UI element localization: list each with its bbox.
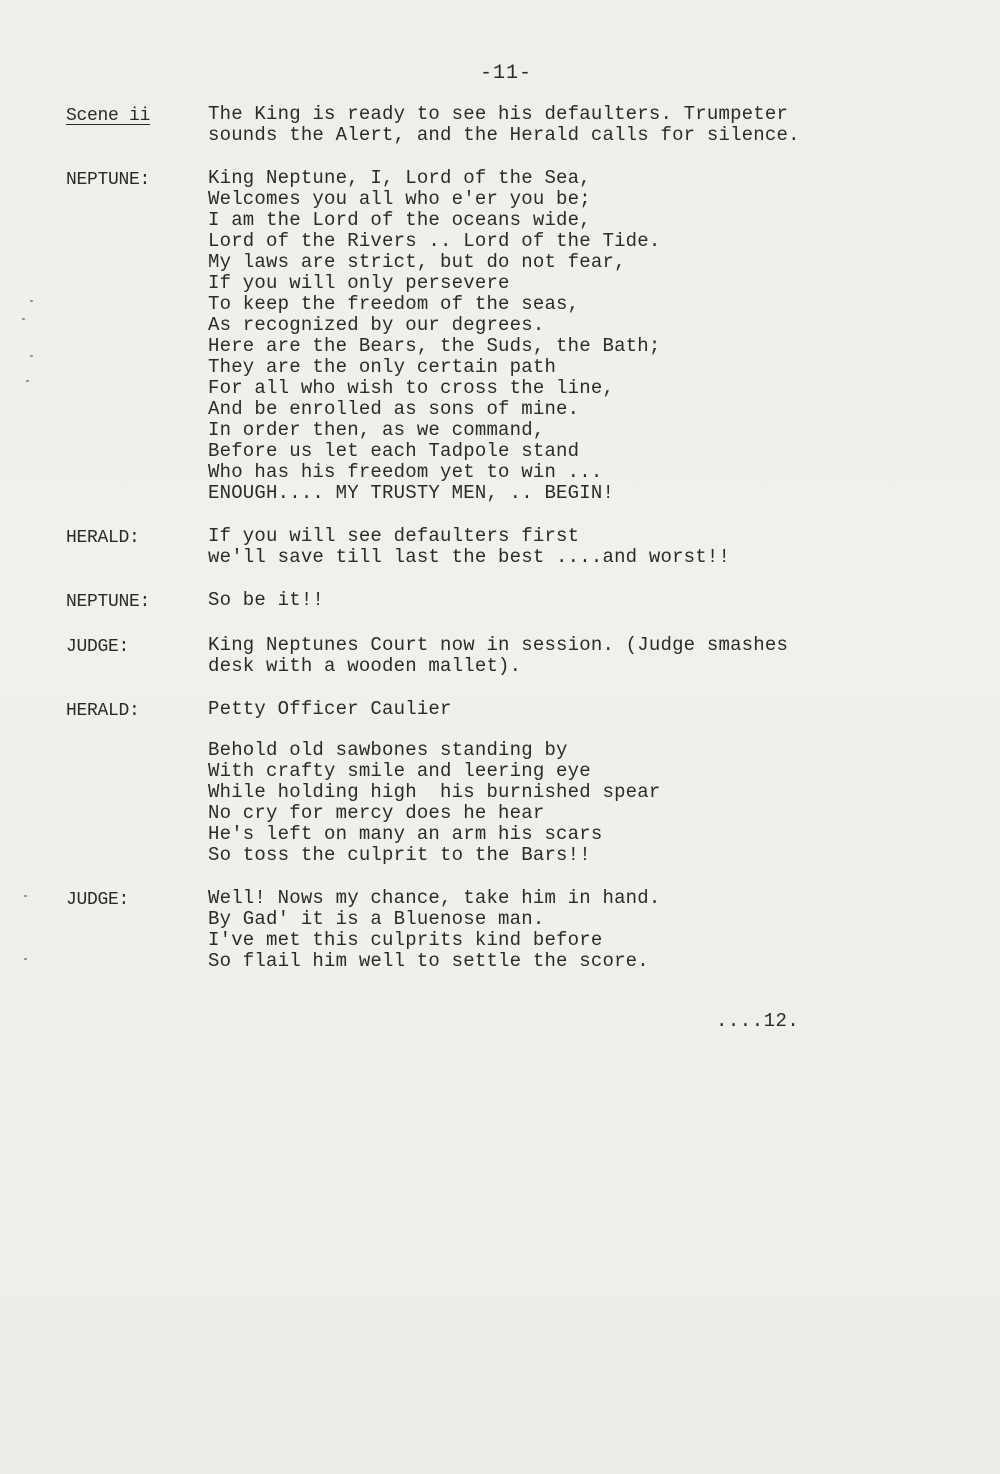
dialogue-lines <box>208 526 926 568</box>
dialogue-line: To keep the freedom of the seas, <box>208 293 580 315</box>
paper-speck <box>30 355 33 357</box>
speaker-name: JUDGE: <box>66 637 130 657</box>
dialogue-line: Here are the Bears, the Suds, the Bath; <box>208 335 661 357</box>
dialogue-line: As recognized by our degrees. <box>208 314 545 336</box>
verse-line: So toss the culprit to the Bars!! <box>208 844 591 866</box>
paper-speck <box>24 895 27 897</box>
dialogue-line: ENOUGH.... MY TRUSTY MEN, .. BEGIN! <box>208 482 615 504</box>
paper-speck <box>24 958 27 960</box>
dialogue-line: Well! Nows my chance, take him in hand. <box>208 887 661 909</box>
dialogue-lines <box>208 168 926 504</box>
dialogue-line: By Gad' it is a Bluenose man. <box>208 908 545 930</box>
next-page-indicator: ....12. <box>716 1010 800 1032</box>
speaker-name: JUDGE: <box>66 890 130 910</box>
dialogue-line: Petty Officer Caulier <box>208 698 452 720</box>
dialogue-line: So be it!! <box>208 589 325 611</box>
dialogue-line: Before us let each Tadpole stand <box>208 440 580 462</box>
dialogue-line: King Neptunes Court now in session. (Judge smashes <box>208 634 789 656</box>
dialogue-lines <box>208 635 926 677</box>
paper-speck <box>26 380 29 382</box>
dialogue-line: I've met this culprits kind before <box>208 929 603 951</box>
verse-line: While holding high his burnished spear <box>208 781 661 803</box>
dialogue-line: If you will only persevere <box>208 272 510 294</box>
speaker-name: NEPTUNE: <box>66 592 151 612</box>
dialogue-lines <box>208 590 926 613</box>
dialogue-line: we'll save till last the best ....and worst!! <box>208 546 731 568</box>
dialogue-line: If you will see defaulters first <box>208 525 580 547</box>
dialogue-lines <box>208 699 926 866</box>
verse-line: He's left on many an arm his scars <box>208 823 603 845</box>
verse-block <box>208 740 926 866</box>
dialogue-line: My laws are strict, but do not fear, <box>208 251 626 273</box>
scene-heading: Scene ii <box>66 106 151 126</box>
dialogue-line: For all who wish to cross the line, <box>208 377 615 399</box>
script-entry <box>66 590 926 613</box>
dialogue-line: Welcomes you all who e'er you be; <box>208 188 591 210</box>
dialogue-line: Who has his freedom yet to win ... <box>208 461 603 483</box>
dialogue-line: Lord of the Rivers .. Lord of the Tide. <box>208 230 661 252</box>
dialogue-line: I am the Lord of the oceans wide, <box>208 209 591 231</box>
dialogue-line: So flail him well to settle the score. <box>208 950 649 972</box>
page-number: -11- <box>480 62 533 85</box>
speaker-name: HERALD: <box>66 701 140 721</box>
speaker-name: NEPTUNE: <box>66 170 151 190</box>
verse-line: Behold old sawbones standing by <box>208 739 568 761</box>
script-entry <box>66 104 926 146</box>
script-entry <box>66 635 926 677</box>
script-entry <box>66 168 926 504</box>
speaker-name: HERALD: <box>66 528 140 548</box>
dialogue-lines <box>208 888 926 972</box>
dialogue-line: And be enrolled as sons of mine. <box>208 398 580 420</box>
dialogue-lines <box>208 104 926 146</box>
dialogue-line: desk with a wooden mallet). <box>208 655 522 677</box>
dialogue-line: The King is ready to see his defaulters. Trumpeter <box>208 103 789 125</box>
dialogue-line: sounds the Alert, and the Herald calls for silence. <box>208 124 800 146</box>
paper-speck <box>22 318 25 320</box>
script-entry <box>66 526 926 568</box>
dialogue-line: King Neptune, I, Lord of the Sea, <box>208 167 591 189</box>
verse-line: With crafty smile and leering eye <box>208 760 591 782</box>
script-body <box>66 104 926 994</box>
paper-speck <box>30 300 33 302</box>
dialogue-line: In order then, as we command, <box>208 419 545 441</box>
script-entry <box>66 888 926 972</box>
script-entry <box>66 699 926 866</box>
dialogue-line: They are the only certain path <box>208 356 557 378</box>
verse-line: No cry for mercy does he hear <box>208 802 545 824</box>
